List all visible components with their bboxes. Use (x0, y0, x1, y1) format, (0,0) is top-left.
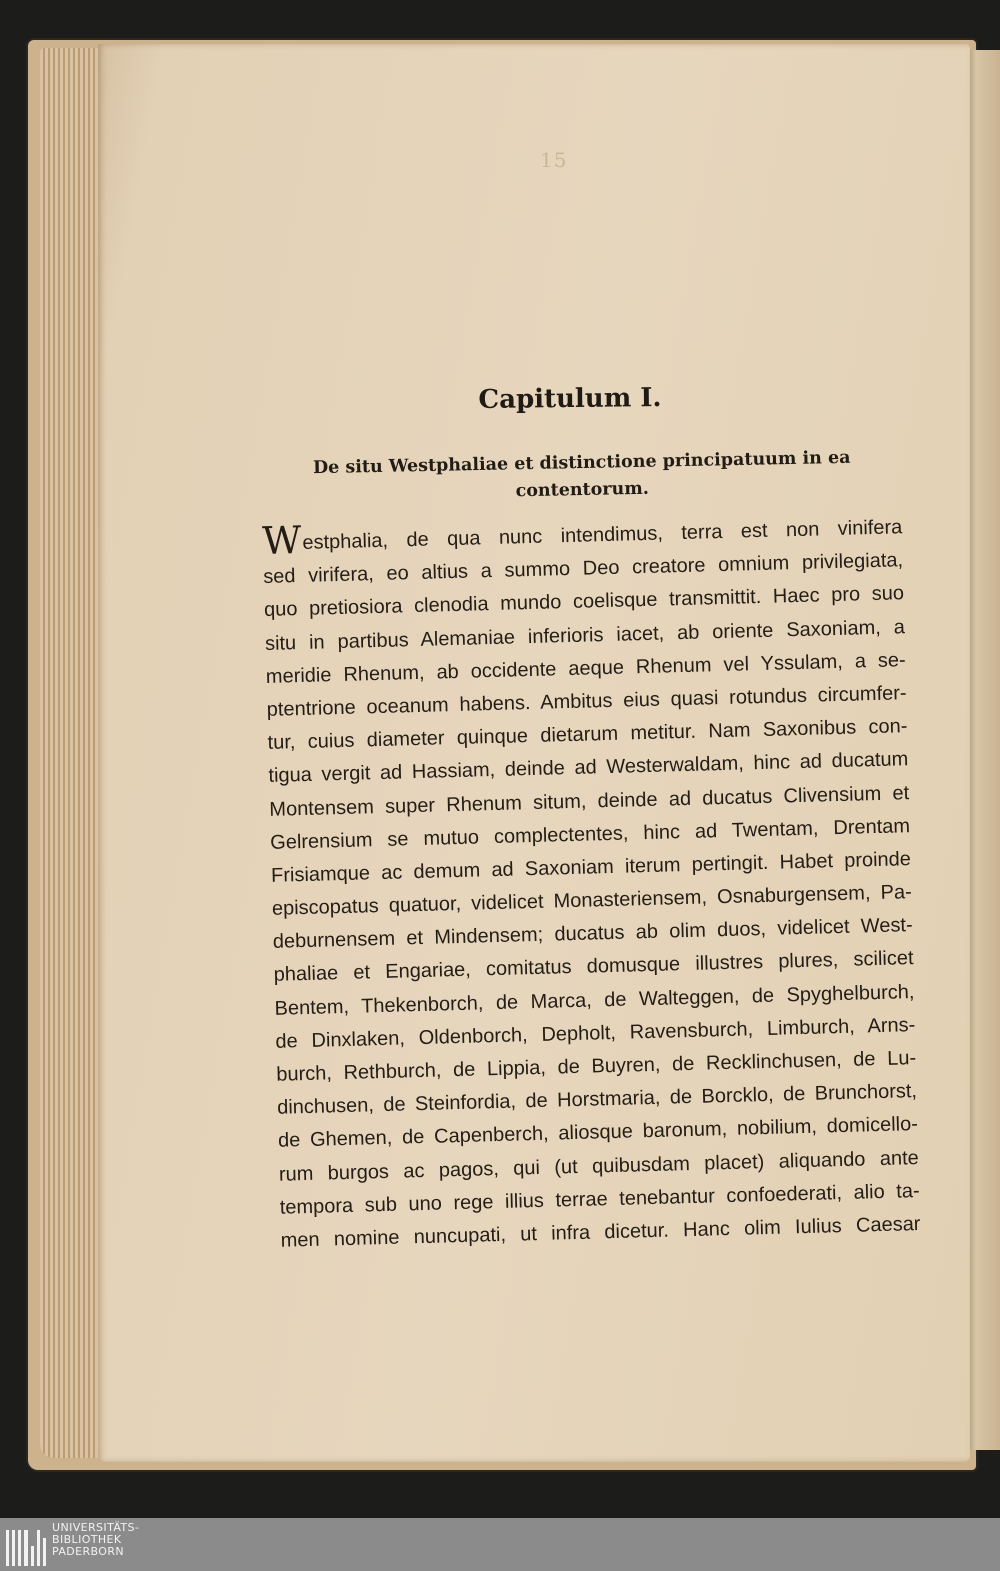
body-line-text: episcopatus quatuor, videlicet Monasteriensem, Osnaburgensem, Pa- (271, 881, 913, 920)
body-line-text: men nomine nuncupati, ut infra dicetur. Hanc olim Iulius Caesar (280, 1212, 921, 1252)
body-line-text: burch, Rethburch, de Lippia, de Buyren, de Recklinchusen, de Lu- (276, 1047, 917, 1086)
body-line-text: Bentem, Thekenborch, de Marca, de Walteggen, de Spyghelburch, (274, 980, 915, 1020)
body-line-text: ptentrione oceanum habens. Ambitus eius quasi rotundus circumfer- (266, 682, 907, 721)
body-line-text: quo pretiosiora clenodia mundo coelisque transmittit. Haec pro suo (263, 582, 905, 622)
body-line-text: tur, cuius diameter quinque dietarum metitur. Nam Saxonibus con- (267, 715, 908, 755)
body-line-text: sed virifera, eo altius a summo Deo creatore omnium privilegiata, (262, 549, 904, 589)
body-line-text: deburnensem et Mindensem; ducatus ab olim duos, videlicet West- (272, 914, 913, 954)
library-footer-bar (0, 1518, 1000, 1571)
body-line-text: dinchusen, de Steinfordia, de Horstmaria, de Borcklo, de Brunchorst, (276, 1080, 918, 1119)
library-name (52, 1522, 139, 1558)
body-line-text: Montensem super Rhenum situm, deinde ad ducatus Clivensium et (269, 781, 910, 821)
library-name-line1: UNIVERSITÄTS- (52, 1521, 140, 1534)
body-line-text: meridie Rhenum, ab occidente aeque Rhenum vel Yssulam, a se- (265, 648, 906, 688)
chapter-subtitle: De situ Westphaliae et distinctione principatuum in ea contentorum. (312, 447, 851, 502)
body-line-text: estphalia, de qua nunc intendimus, terra est non vinifera (302, 516, 903, 554)
library-name-line2: BIBLIOTHEK (52, 1533, 122, 1546)
body-line-text: tigua vergit ad Hassiam, deinde ad Westerwaldam, hinc ad ducatum (268, 748, 909, 788)
library-logo-icon (6, 1524, 46, 1566)
body-line-text: de Ghemen, de Capenberch, aliosque baronum, nobilium, domicello- (277, 1113, 919, 1153)
body-line-text: de Dinxlaken, Oldenborch, Depholt, Ravensburch, Limburch, Arns- (275, 1013, 916, 1053)
drop-initial: W (261, 517, 302, 563)
body-text (262, 511, 921, 1258)
body-line-text: Frisiamque ac demum ad Saxoniam iterum pertingit. Habet proinde (270, 848, 912, 887)
body-line-text: tempora sub uno rege illius terrae tenebantur confoederati, alio ta- (279, 1179, 920, 1219)
chapter-title: Capitulum I. (478, 383, 662, 415)
body-line-text: phaliae et Engariae, comitatus domusque illustres plures, scilicet (273, 947, 914, 987)
body-line-text: rum burgos ac pagos, qui (ut quibusdam placet) aliquando ante (278, 1146, 919, 1186)
library-name-line3: PADERBORN (52, 1545, 125, 1558)
body-line-text: Gelrensium se mutuo complectentes, hinc ad Twentam, Drentam (269, 814, 911, 854)
body-line-text: situ in partibus Alemaniae inferioris iacet, ab oriente Saxoniam, a (264, 615, 906, 655)
page-number: 15 (540, 148, 568, 172)
